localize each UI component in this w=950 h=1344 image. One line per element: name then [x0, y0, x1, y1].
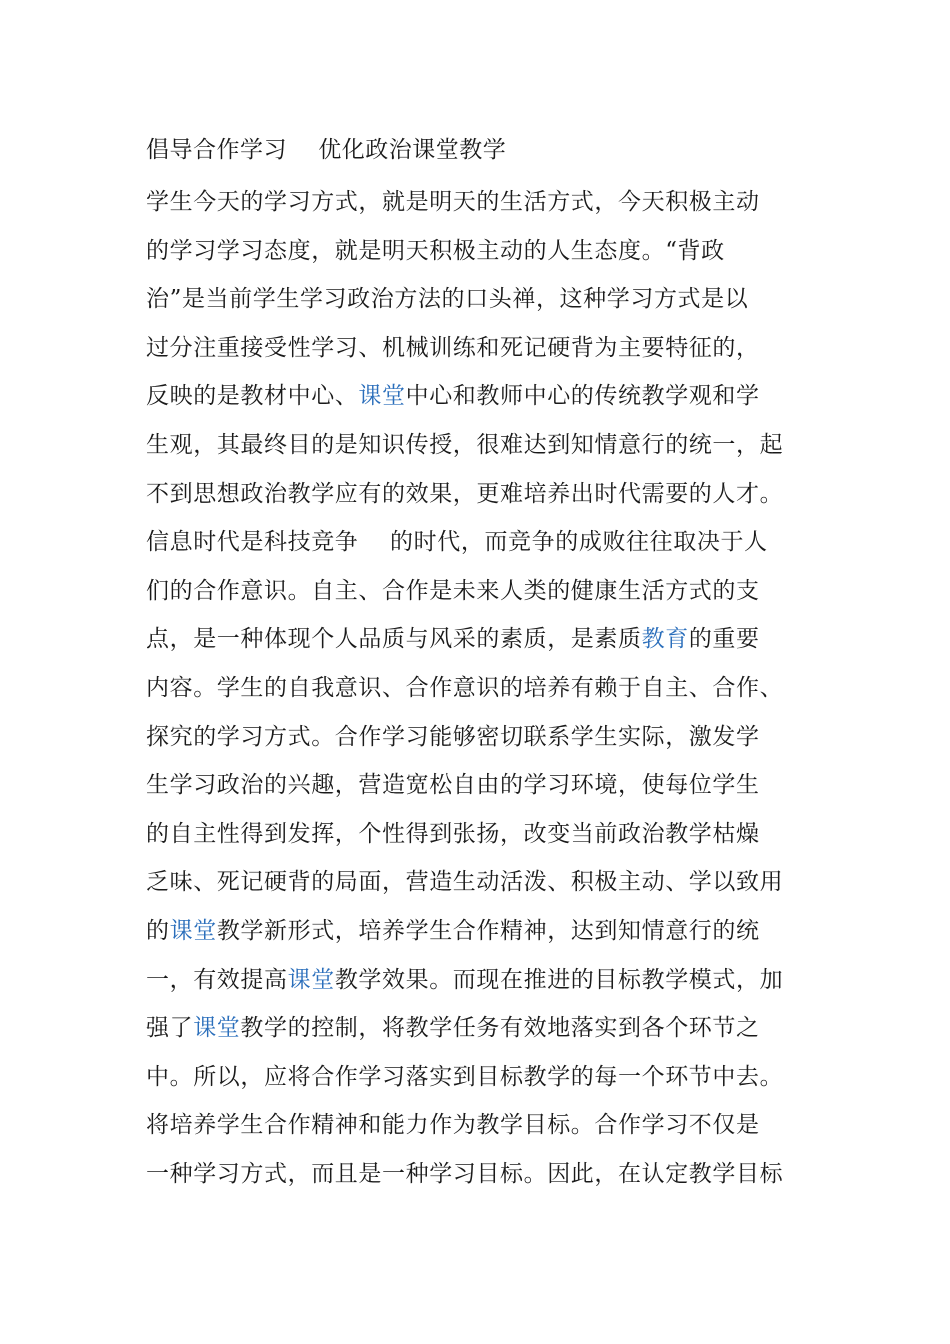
text-segment: 教学效果。而现在推进的目标教学模式，加 [334, 966, 784, 993]
text-segment: 的自主性得到发挥，个性得到张扬，改变当前政治教学枯燥 [146, 820, 760, 847]
text-line [146, 1150, 836, 1199]
inline-link[interactable]: 课堂 [169, 917, 217, 944]
text-line [146, 567, 836, 616]
text-line [146, 615, 836, 664]
text-line [146, 1053, 836, 1102]
text-line [146, 372, 836, 421]
text-segment: 强了 [146, 1015, 194, 1042]
text-segment: 乏味、死记硬背的局面，营造生动活泼、积极主动、学以致用 [146, 869, 784, 896]
text-line [146, 1101, 836, 1150]
inline-link[interactable]: 课堂 [193, 1015, 241, 1042]
text-line [146, 275, 836, 324]
text-segment: 过分注重接受性学习、机械训练和死记硬背为主要特征的， [146, 334, 760, 361]
text-line [146, 907, 836, 956]
document-body [146, 178, 836, 1198]
text-line [146, 664, 836, 713]
text-segment: 生学习政治的兴趣，营造宽松自由的学习环境，使每位学生 [146, 772, 760, 799]
text-line [146, 761, 836, 810]
text-segment: 中心和教师中心的传统教学观和学 [405, 383, 760, 410]
inline-link[interactable]: 课堂 [287, 966, 335, 993]
text-segment: 教学新形式，培养学生合作精神，达到知情意行的统 [216, 917, 760, 944]
text-segment: 教学的控制，将教学任务有效地落实到各个环节之 [240, 1015, 760, 1042]
text-segment: 点，是一种体现个人品质与风采的素质，是素质 [146, 626, 642, 653]
text-segment: 内容。学生的自我意识、合作意识的培养有赖于自主、合作、 [146, 674, 784, 701]
text-line [146, 713, 836, 762]
text-segment: 信息时代是科技竞争 的时代，而竞争的成败往往取决于人 [146, 529, 768, 556]
inline-link[interactable]: 教育 [641, 626, 689, 653]
text-segment: 治”是当前学生学习政治方法的口头禅，这种学习方式是以 [146, 286, 749, 313]
text-line [146, 470, 836, 519]
text-line [146, 178, 836, 227]
text-segment: 一种学习方式，而且是一种学习目标。因此，在认定教学目标 [146, 1160, 784, 1187]
text-segment: 的重要 [688, 626, 760, 653]
text-line [146, 421, 836, 470]
document-title: 倡导合作学习 优化政治课堂教学 [146, 137, 507, 163]
text-segment: 的学习学习态度，就是明天积极主动的人生态度。“背政 [146, 237, 725, 264]
text-segment: 将培养学生合作精神和能力作为教学目标。合作学习不仅是 [146, 1112, 760, 1139]
text-line [146, 858, 836, 907]
text-line [146, 1004, 836, 1053]
text-segment: 学生今天的学习方式，就是明天的生活方式，今天积极主动 [146, 189, 760, 215]
text-segment: 探究的学习方式。合作学习能够密切联系学生实际，激发学 [146, 723, 760, 750]
text-line [146, 324, 836, 373]
text-segment: 反映的是教材中心、 [146, 383, 359, 410]
text-segment: 生观，其最终目的是知识传授，很难达到知情意行的统一，起 [146, 431, 784, 458]
text-segment: 中。所以，应将合作学习落实到目标教学的每一个环节中去。 [146, 1063, 784, 1090]
inline-link[interactable]: 课堂 [358, 383, 406, 410]
text-segment: 的 [146, 917, 170, 944]
text-line [146, 810, 836, 859]
text-segment: 不到思想政治教学应有的效果，更难培养出时代需要的人才。 [146, 480, 784, 507]
text-line [146, 227, 836, 276]
text-segment: 们的合作意识。自主、合作是未来人类的健康生活方式的支 [146, 577, 760, 604]
text-segment: 一，有效提高 [146, 966, 288, 993]
text-line [146, 518, 836, 567]
text-line [146, 956, 836, 1005]
